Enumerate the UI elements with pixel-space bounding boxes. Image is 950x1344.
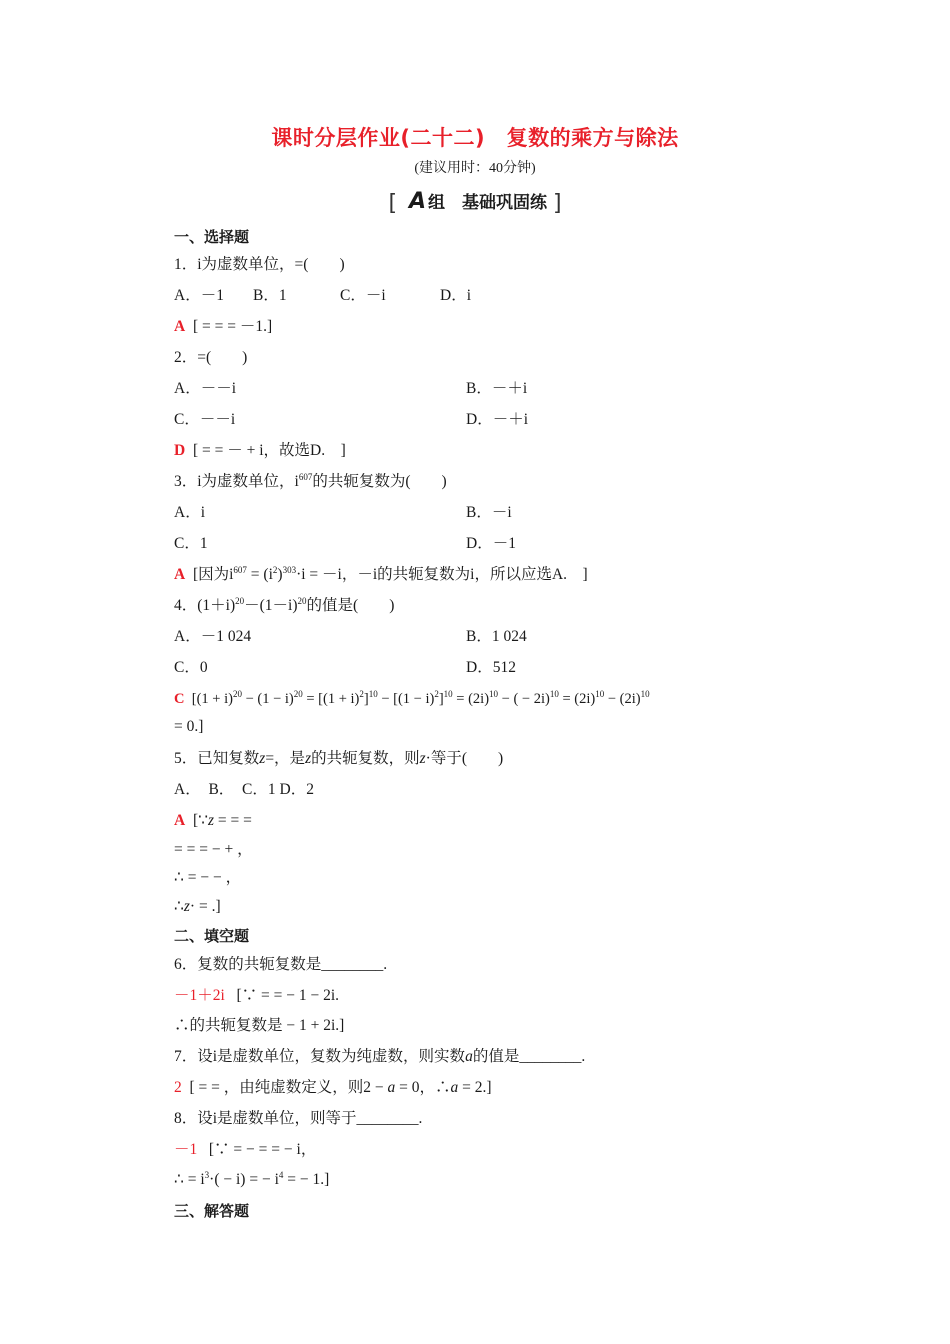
- q3-option-c: C．1: [174, 535, 208, 552]
- q5-options: A． B． C．1 D．2: [174, 781, 314, 798]
- q5-solution-3: ∴ = − − ，: [174, 869, 242, 886]
- q4-option-b: B．1 024: [466, 628, 527, 645]
- q8-stem: 8．设i是虚数单位，则等于________.: [174, 1110, 423, 1127]
- section-heading-fill: 二、填空题: [174, 927, 250, 945]
- page-title: 课时分层作业(二十二) 复数的乘方与除法: [271, 126, 679, 150]
- q8-answer: －1: [174, 1141, 198, 1158]
- q4-stem: 4．$(1+i)^{20}-(1-i)^{20}$的值是( ): [174, 596, 395, 614]
- q2-explanation: [ = = － + i，故选D. ]: [192, 442, 346, 459]
- q5-solution-2: = = = − + ，: [174, 841, 253, 858]
- q3-answer: A: [174, 566, 186, 583]
- q5-stem: 5．已知复数z=，是z的共轭复数，则z·等于( ): [174, 750, 504, 767]
- section-heading-solve: 三、解答题: [174, 1202, 250, 1220]
- q4-answer: C: [174, 691, 185, 707]
- q8-solution-2: ∴ = $i^3\cdot( - i)$ = − $i^4$ = − 1.]: [174, 1170, 330, 1188]
- q5-solution-4: ∴z· = .]: [174, 898, 221, 915]
- group-label: 组 基础巩固练: [428, 193, 548, 213]
- group-heading: [0, 188, 950, 216]
- q1-explanation: [ = = = －1.]: [192, 318, 273, 335]
- q8-solution-1: －1 [∵ = − = = − i，: [174, 1141, 317, 1158]
- q1-stem: 1．i为虚数单位，=( ): [174, 256, 345, 273]
- q4-option-a: A．－1 024: [174, 628, 252, 645]
- q2-solution: [174, 441, 346, 461]
- q6-stem: 6．复数的共轭复数是________.: [174, 956, 388, 973]
- q2-answer: D: [174, 442, 186, 459]
- q1-option-c: C．－i: [340, 287, 386, 304]
- q1-answer: A: [174, 318, 186, 335]
- q4-option-d: D．512: [466, 659, 516, 676]
- q1-option-a: A．－1: [174, 287, 224, 304]
- q6-solution-1: －1＋2i [∵ = = − 1 − 2i.: [174, 987, 339, 1004]
- q4-option-c: C．0: [174, 659, 208, 676]
- q7-stem: 7．设i是虚数单位，复数为纯虚数，则实数a的值是________.: [174, 1048, 586, 1065]
- group-bracket-right: ]: [552, 191, 562, 216]
- q1-solution: [174, 317, 272, 337]
- q2-option-d: D．－＋i: [466, 411, 529, 428]
- q7-answer: 2: [174, 1079, 182, 1096]
- q3-option-a: A．i: [174, 504, 206, 521]
- q2-option-c: C．－－i: [174, 411, 236, 428]
- group-letter: A: [408, 189, 427, 214]
- q6-answer: －1＋2i: [174, 987, 225, 1004]
- q3-solution: A [因为$i^{607} = (i^2)^{303}\cdot i = -i$，－i的共轭复数为i，所以应选A. ]: [174, 565, 588, 583]
- q7-solution: 2 [ = = ，由纯虚数定义，则2 − a = 0，∴a = 2.]: [174, 1079, 492, 1096]
- suggested-time: (建议用时：40分钟): [414, 161, 536, 176]
- q1-option-d: D．i: [440, 287, 472, 304]
- q5-answer: A: [174, 812, 186, 829]
- group-bracket-left: [: [388, 191, 398, 216]
- q4-solution-cont: = 0.]: [174, 718, 204, 735]
- q4-solution: C [$(1 + i)^{20} - (1 - i)^{20} = [(1 + i)^2]^{10} - [(1 - i)^2]^{10} = (2i)^{10}$ − ( − $2i)^{10} = (2i)^{10} - (2i)^{10}$: [174, 689, 650, 707]
- q5-solution-1: A [∵z = = =: [174, 812, 252, 829]
- q3-option-b: B．－i: [466, 504, 512, 521]
- q3-option-d: D．－1: [466, 535, 516, 552]
- q3-stem: 3．i为虚数单位，$i^{607}$的共轭复数为( ): [174, 472, 447, 490]
- q2-option-a: A．－－i: [174, 380, 237, 397]
- q2-option-b: B．－＋i: [466, 380, 528, 397]
- q1-option-b: B．1: [253, 287, 287, 304]
- q6-solution-2: ∴的共轭复数是 − 1 + 2i.]: [174, 1017, 345, 1034]
- section-heading-choice: 一、选择题: [174, 228, 250, 246]
- q2-stem: 2．=( ): [174, 349, 248, 366]
